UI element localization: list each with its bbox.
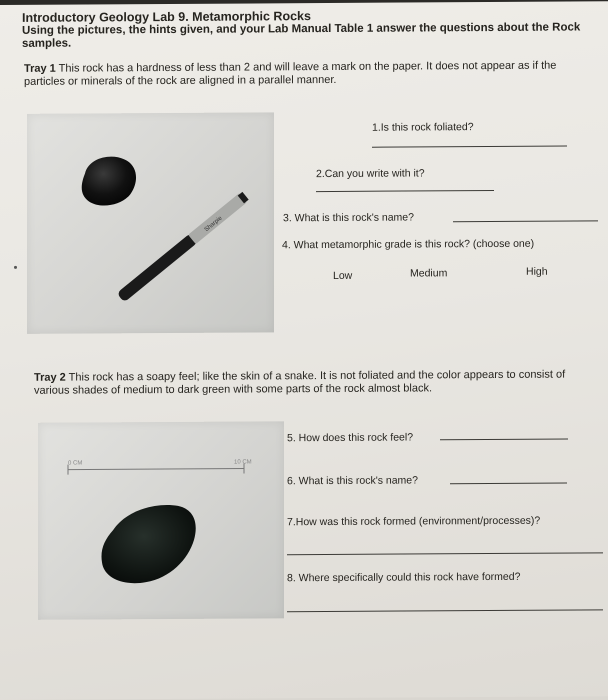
tray1-photo <box>27 112 274 334</box>
tray2-photo <box>38 421 284 620</box>
answer-line-5[interactable] <box>440 439 568 441</box>
tray1-description <box>24 59 584 87</box>
question-5: 5. How does this rock feel? <box>287 431 414 445</box>
sharpie-marker <box>117 191 250 302</box>
question-3: 3. What is this rock's name? <box>283 211 414 225</box>
page-title: Introductory Geology Lab 9. Metamorphic Rocks <box>22 9 311 25</box>
question-1: 1.Is this rock foliated? <box>372 121 474 134</box>
tray2-description-text: This rock has a soapy feel; like the skin of a snake. It is not foliated and the color appears to consist of various shades of medium to dark green with some parts of the rock almost black. <box>34 368 566 397</box>
answer-line-8[interactable] <box>287 609 603 612</box>
answer-line-3[interactable] <box>453 220 598 222</box>
instructions: Using the pictures, the hints given, and your Lab Manual Table 1 answer the questions about the Rock samples. <box>22 21 581 50</box>
answer-line-7[interactable] <box>287 552 603 555</box>
tray1-photo-graphic <box>27 112 274 334</box>
ruler-start-label: 0 CM <box>68 460 83 467</box>
ruler-end-label: 10 CM <box>234 459 252 466</box>
question-8: 8. Where specifically could this rock have formed? <box>287 570 521 585</box>
answer-line-6[interactable] <box>450 483 567 485</box>
margin-dot <box>14 266 17 269</box>
tray2-photo-graphic <box>38 421 284 620</box>
tray1-description-text: This rock has a hardness of less than 2 and will leave a mark on the paper. It does not appear as if the particles or minerals of the rock are aligned in a parallel manner. <box>24 59 557 88</box>
marker-brand: Sharpie <box>203 215 224 234</box>
answer-line-2[interactable] <box>316 190 494 192</box>
question-6: 6. What is this rock's name? <box>287 474 418 488</box>
tray2-label: Tray 2 <box>34 371 66 384</box>
top-edge-bar <box>0 0 608 5</box>
answer-line-1[interactable] <box>372 146 567 148</box>
serpentinite-rock <box>101 505 195 584</box>
grade-option-medium[interactable]: Medium <box>410 267 448 280</box>
question-4: 4. What metamorphic grade is this rock? (choose one) <box>282 237 535 252</box>
question-2: 2.Can you write with it? <box>316 167 425 181</box>
graphite-rock <box>82 157 136 206</box>
scale-ruler <box>68 459 252 474</box>
tray1-label: Tray 1 <box>24 62 56 75</box>
grade-option-high[interactable]: High <box>526 265 548 278</box>
question-7: 7.How was this rock formed (environment/processes)? <box>287 514 541 529</box>
grade-option-low[interactable]: Low <box>333 269 353 282</box>
tray2-description <box>34 368 594 396</box>
